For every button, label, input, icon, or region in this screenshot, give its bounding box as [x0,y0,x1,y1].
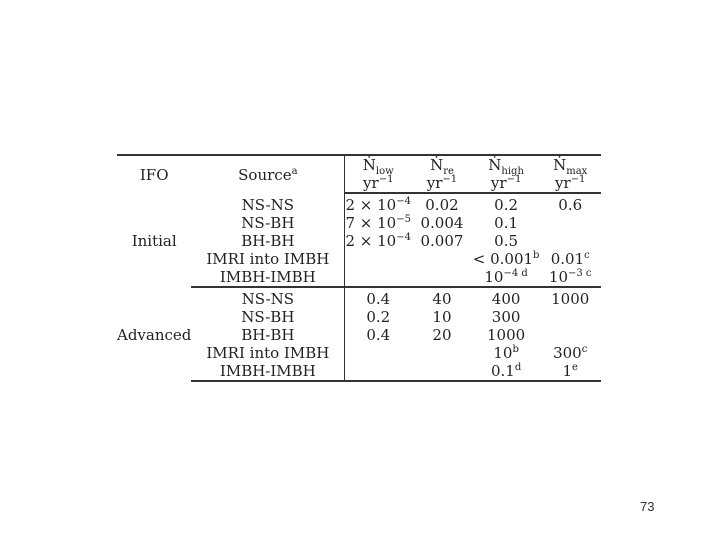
header-unit-low: $yr^{-1}$ [345,174,411,193]
source-cell: IMBH-IMBH [191,268,344,287]
header-n-high: Ṅ$_{high}$ [473,155,540,174]
rate-cell [473,362,540,381]
rate-cell [411,193,473,214]
rate-value: 300 [491,308,521,326]
rate-value: 7 × 10 [345,214,397,232]
rate-value: 0.4 [366,290,391,308]
rate-cell [539,232,601,250]
rate-superscript: c [584,250,590,261]
rate-value: 400 [491,290,521,308]
rate-superscript: c [581,344,588,355]
rate-value: 2 × 10 [345,232,397,250]
rate-cell [411,326,473,344]
source-cell: NS-NS [191,287,344,308]
table-header [117,155,601,193]
rate-cell [539,344,601,362]
rate-cell [473,326,540,344]
ifo-group-label: Initial [131,232,177,250]
source-cell: NS-NS [191,193,344,214]
rates-table [117,154,601,382]
rate-superscript: −5 [396,214,411,225]
rate-value: 10 [432,308,452,326]
group-advanced [117,287,601,381]
rate-value: 1000 [551,290,590,308]
rate-value: 0.004 [420,214,464,232]
rate-value: < 0.001 [472,250,534,268]
rate-cell [345,232,411,250]
rate-value: 20 [432,326,452,344]
rate-value: 10 [484,268,504,286]
rate-cell [345,287,411,308]
rate-cell [539,362,601,381]
rate-cell [473,344,540,362]
rate-value: 0.4 [366,326,391,344]
rate-cell [473,308,540,326]
rate-value: 40 [432,290,452,308]
rate-value: 0.2 [494,196,519,214]
rate-value: 0.02 [425,196,459,214]
rate-cell [411,250,473,268]
source-cell: NS-BH [191,214,344,232]
rate-cell [539,287,601,308]
source-cell: BH-BH [191,232,344,250]
rate-cell [345,214,411,232]
rate-cell [539,308,601,326]
rate-cell [345,344,411,362]
rate-value: 300 [553,344,582,362]
rate-cell [345,268,411,287]
rate-cell [411,344,473,362]
rate-superscript: e [572,362,578,373]
rate-cell [411,268,473,287]
header-ifo: IFO [117,155,191,193]
header-source: Source$^a$ [191,155,344,193]
source-cell: IMRI into IMBH [191,344,344,362]
rate-superscript: −3 c [568,268,592,279]
source-cell: IMBH-IMBH [191,362,344,381]
header-unit-max: $yr^{-1}$ [539,174,601,193]
rate-cell [345,326,411,344]
rate-cell [473,268,540,287]
slide-number: 73 [640,499,655,514]
rate-value: 2 × 10 [345,196,397,214]
rate-cell [473,214,540,232]
rate-cell [539,326,601,344]
header-unit-high: $yr^{-1}$ [473,174,540,193]
rate-value: 0.6 [558,196,583,214]
rate-cell [473,193,540,214]
header-n-low: Ṅ$_{low}$ [345,155,411,174]
rate-cell [345,362,411,381]
rate-cell [345,250,411,268]
rate-cell [539,193,601,214]
rate-superscript: −4 d [503,268,528,279]
rate-value: 10 [548,268,568,286]
rate-superscript: −4 [396,196,411,207]
ifo-group-label: Advanced [117,326,192,344]
rate-value: 0.2 [366,308,391,326]
rate-cell [539,250,601,268]
rate-cell [345,193,411,214]
rate-value: 0.01 [550,250,585,268]
header-n-max: Ṅ$_{max}$ [539,155,601,174]
rate-cell [411,308,473,326]
rate-value: 0.1 [494,214,519,232]
rate-superscript: −4 [396,232,411,243]
rate-value: 0.007 [420,232,464,250]
header-n-re: Ṅ$_{re}$ [411,155,473,174]
rate-value: 1000 [487,326,526,344]
source-cell: NS-BH [191,308,344,326]
rate-cell [411,232,473,250]
rate-value: 0.5 [494,232,519,250]
rate-value: 1 [562,362,573,380]
rate-cell [411,214,473,232]
source-cell: BH-BH [191,326,344,344]
rate-value: 0.1 [490,362,515,380]
header-unit-re: $yr^{-1}$ [411,174,473,193]
table-row [117,193,601,214]
rate-cell [473,250,540,268]
rate-superscript: d [514,362,522,373]
group-initial [117,193,601,287]
rate-superscript: b [533,250,540,261]
table-row [117,287,601,308]
rate-cell [345,308,411,326]
rate-cell [411,362,473,381]
rate-cell [539,268,601,287]
rate-value: 10 [493,344,513,362]
rate-cell [473,232,540,250]
rate-cell [411,287,473,308]
rate-cell [473,287,540,308]
rate-superscript: b [512,344,519,355]
rate-cell [539,214,601,232]
source-cell: IMRI into IMBH [191,250,344,268]
